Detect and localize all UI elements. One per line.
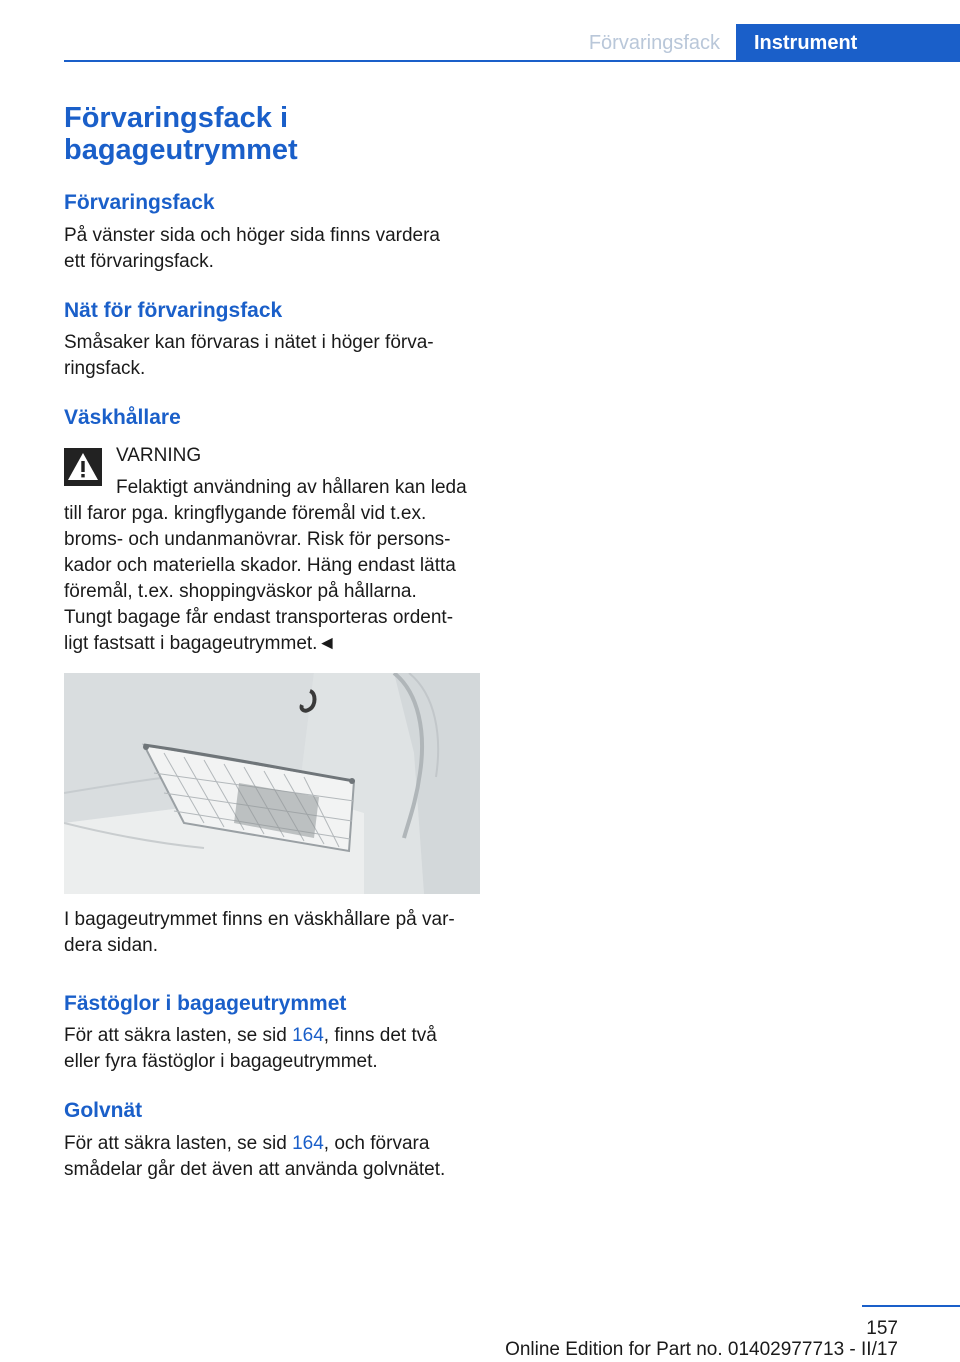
header-divider bbox=[64, 60, 960, 62]
warning-triangle-icon bbox=[64, 448, 102, 486]
warning-line: Tungt bagage får endast transporteras ordent‐ bbox=[64, 607, 454, 628]
page-title bbox=[64, 102, 484, 166]
warning-line: till faror pga. kringflygande föremål vid t.ex. bbox=[64, 503, 427, 524]
paragraph-line: På vänster sida och höger sida finns vardera bbox=[64, 225, 440, 246]
paragraph-text: , finns det två bbox=[323, 1025, 437, 1046]
paragraph-line bbox=[64, 1023, 484, 1049]
paragraph-forvaringsfack bbox=[64, 223, 484, 275]
page-title-line-1: Förvaringsfack i bbox=[64, 102, 289, 134]
edition-footer: Online Edition for Part no. 01402977713 - II/17 bbox=[505, 1339, 898, 1360]
paragraph-line: I bagageutrymmet finns en väskhållare på var‐ bbox=[64, 909, 455, 930]
warning-line: föremål, t.ex. shoppingväskor på hållarna. bbox=[64, 581, 417, 602]
paragraph-text: För att säkra lasten, se sid bbox=[64, 1025, 293, 1046]
paragraph-fastoglor bbox=[64, 1023, 484, 1075]
page-title-line-2: bagageutrymmet bbox=[64, 134, 298, 166]
trunk-bag-holder-illustration bbox=[64, 673, 480, 894]
warning-line: kador och materiella skador. Häng endast lätta bbox=[64, 555, 456, 576]
page-number: 157 bbox=[866, 1318, 898, 1339]
paragraph-line: ett förvaringsfack. bbox=[64, 251, 214, 272]
header-section-label: Förvaringsfack bbox=[588, 32, 720, 54]
paragraph-line: Småsaker kan förvaras i nätet i höger förva‐ bbox=[64, 332, 434, 353]
warning-label: VARNING bbox=[116, 445, 202, 466]
warning-line: ligt fastsatt i bagageutrymmet.◄ bbox=[64, 633, 337, 654]
paragraph-text: , och förvara bbox=[323, 1133, 430, 1154]
paragraph-text: För att säkra lasten, se sid bbox=[64, 1133, 293, 1154]
heading-fastoglor: Fästöglor i bagageutrymmet bbox=[64, 992, 347, 1015]
header-section-tab[interactable] bbox=[560, 24, 736, 60]
paragraph-line: smådelar går det även att använda golvnätet. bbox=[64, 1159, 446, 1180]
figure-caption bbox=[64, 907, 484, 959]
page-reference-link[interactable]: 164 bbox=[292, 1133, 324, 1154]
heading-nat: Nät för förvaringsfack bbox=[64, 299, 283, 322]
heading-vaskhallare: Väskhållare bbox=[64, 406, 181, 429]
paragraph-line: eller fyra fästöglor i bagageutrymmet. bbox=[64, 1051, 378, 1072]
warning-text bbox=[64, 501, 484, 657]
header-chapter-label: Instrument bbox=[754, 32, 858, 54]
page-reference-link[interactable]: 164 bbox=[292, 1025, 324, 1046]
warning-line: broms- och undanmanövrar. Risk för persons‐ bbox=[64, 529, 451, 550]
paragraph-line: ringsfack. bbox=[64, 358, 146, 379]
warning-first-line: Felaktigt användning av hållaren kan leda bbox=[116, 477, 467, 498]
paragraph-nat bbox=[64, 330, 484, 382]
heading-forvaringsfack: Förvaringsfack bbox=[64, 191, 215, 214]
heading-golvnat: Golvnät bbox=[64, 1099, 143, 1122]
footer-divider bbox=[862, 1305, 960, 1307]
paragraph-golvnat bbox=[64, 1131, 484, 1183]
paragraph-line: dera sidan. bbox=[64, 935, 159, 956]
paragraph-line bbox=[64, 1131, 484, 1157]
header-chapter-tab[interactable] bbox=[736, 24, 960, 60]
